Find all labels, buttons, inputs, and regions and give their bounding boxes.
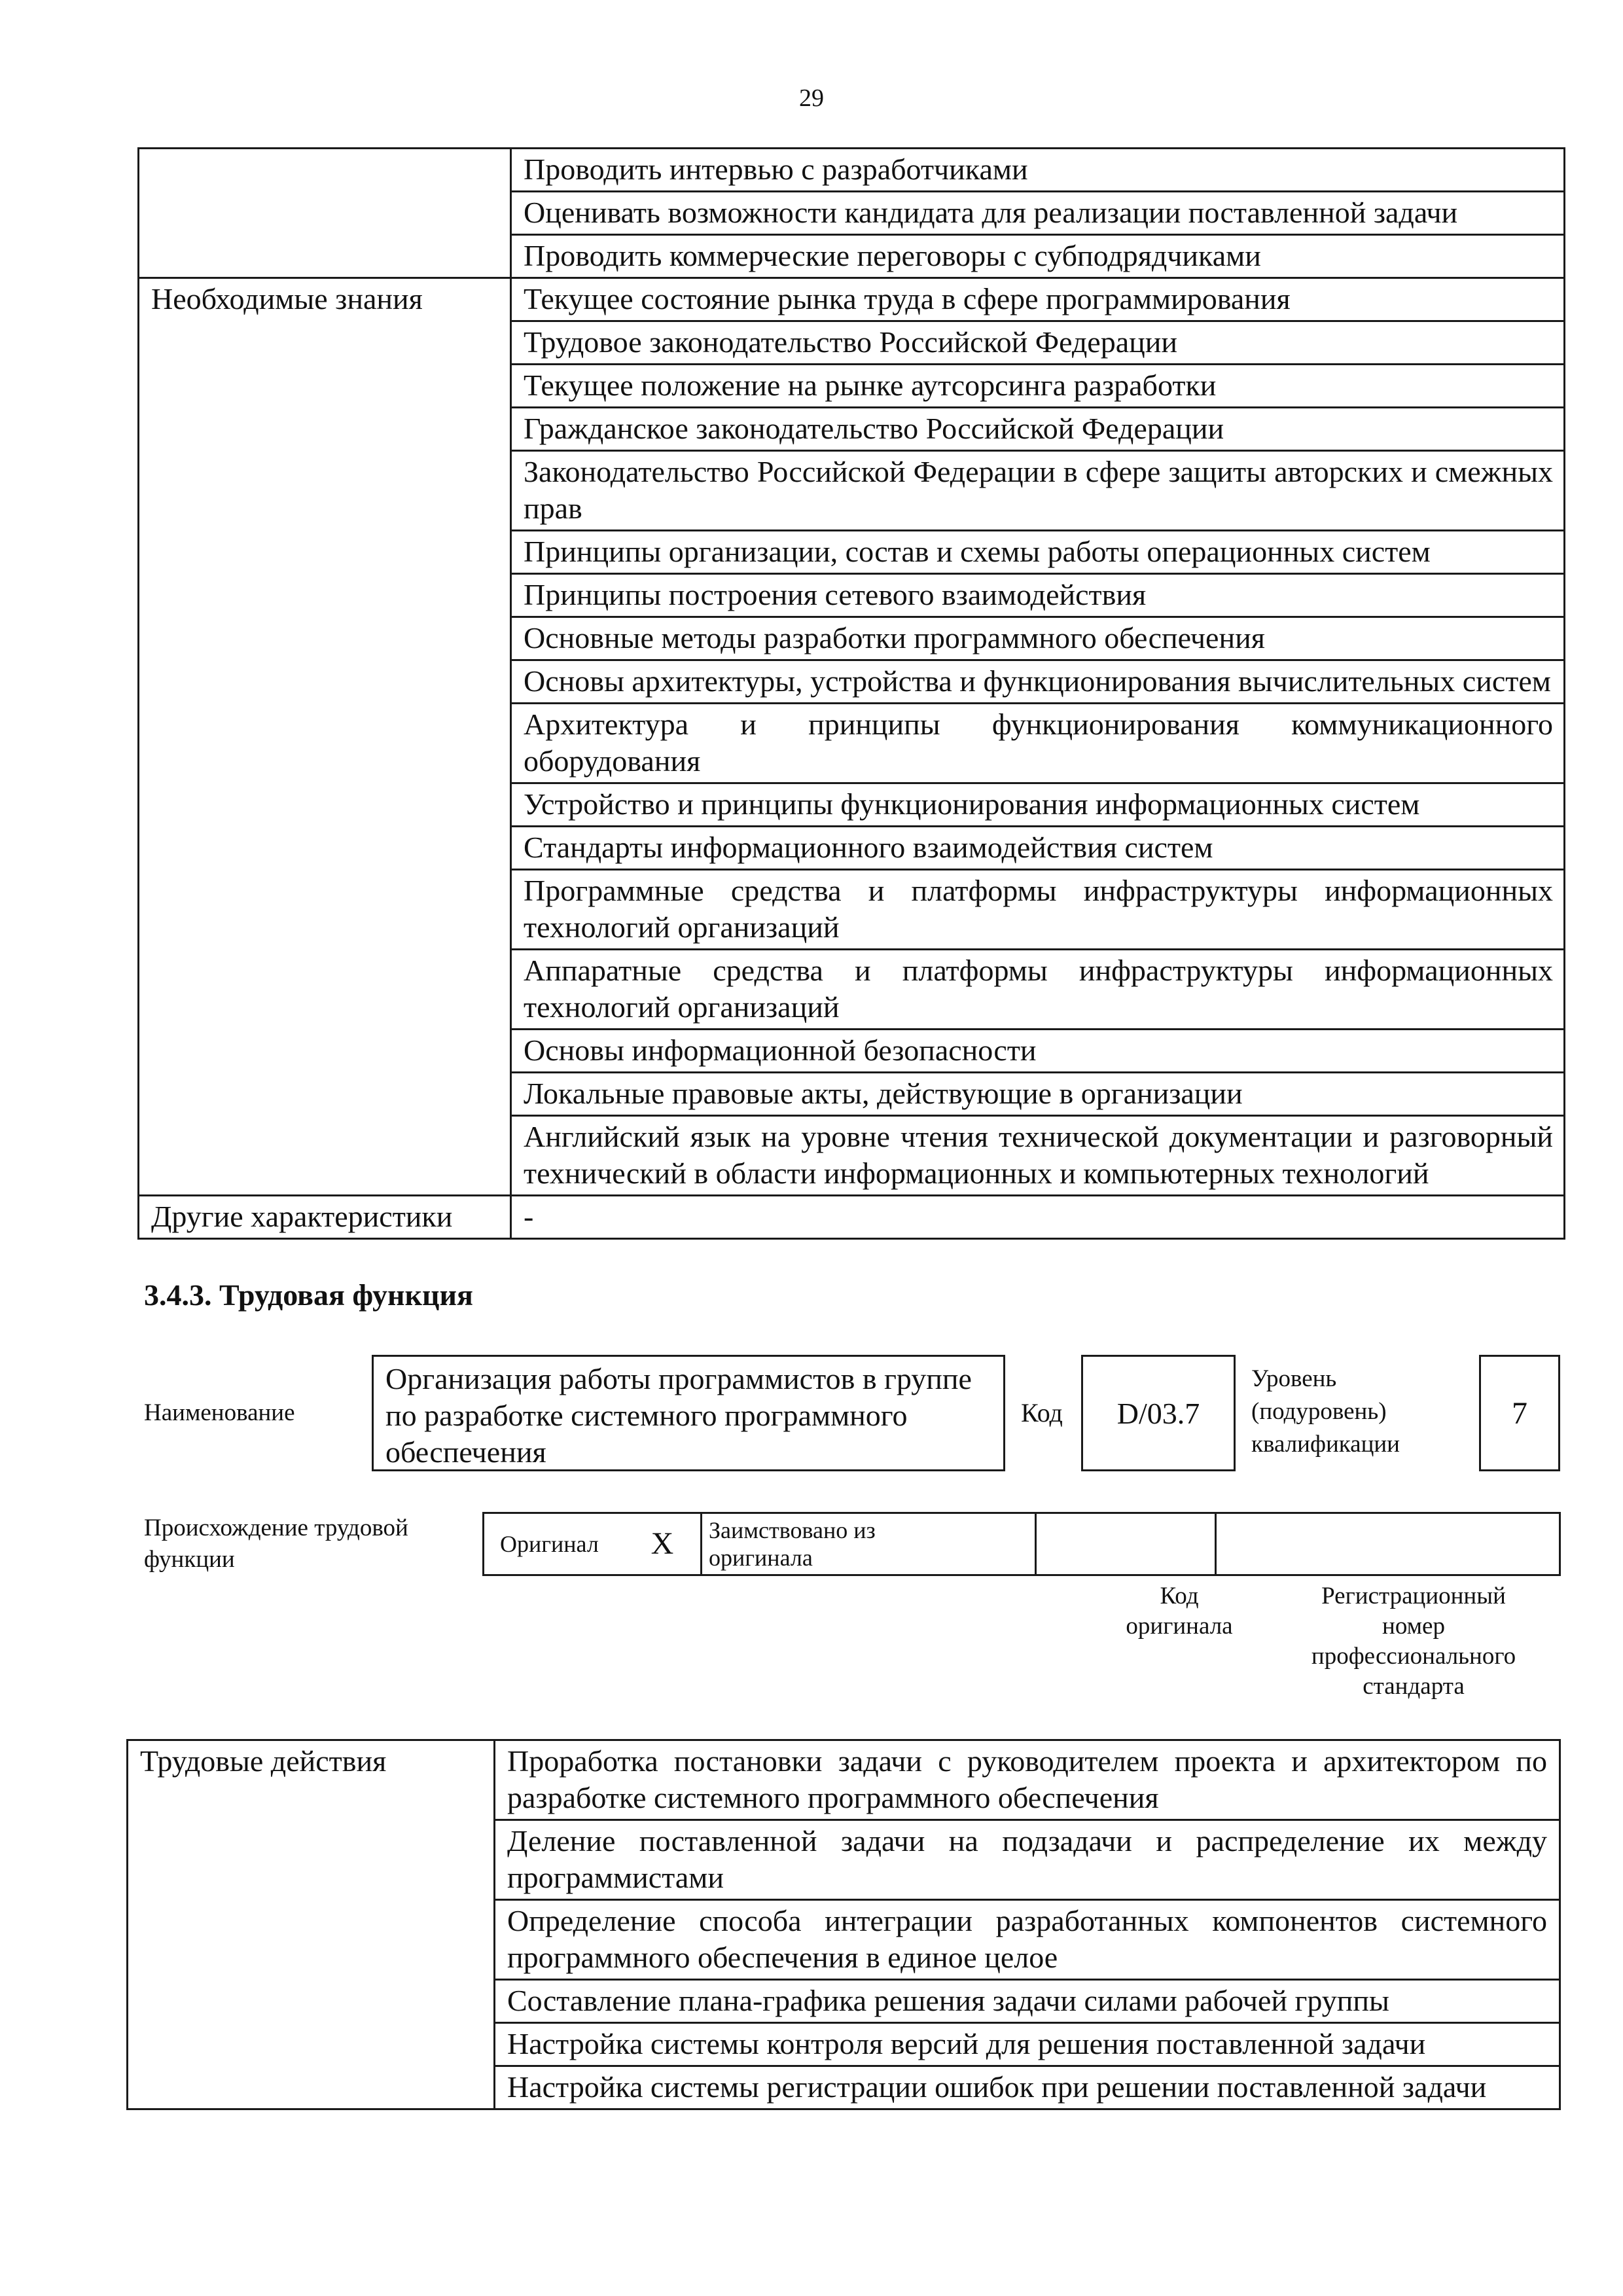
knowledge-cell: Принципы построения сетевого взаимодействия	[511, 574, 1565, 617]
level-label-2: (подуровень)	[1251, 1398, 1387, 1425]
action-cell: Настройка системы контроля версий для решения поставленной задачи	[495, 2023, 1560, 2066]
origin-label-2: функции	[144, 1546, 235, 1573]
knowledge-cell: Текущее состояние рынка труда в сфере программирования	[511, 278, 1565, 321]
reg-number-line-3: профессионального	[1311, 1643, 1516, 1670]
original-code-cell	[1036, 1513, 1216, 1575]
name-label: Наименование	[144, 1399, 295, 1426]
reg-number-line-2: номер	[1382, 1613, 1445, 1640]
other-value: -	[511, 1196, 1565, 1239]
table-row	[128, 1740, 1560, 1820]
level-label-3: квалификации	[1251, 1431, 1400, 1458]
code-original-line-2: оригинала	[1126, 1613, 1233, 1640]
function-code-box: D/03.7	[1081, 1355, 1236, 1471]
registration-number-cell	[1216, 1513, 1560, 1575]
level-value-box: 7	[1479, 1355, 1560, 1471]
action-cell: Составление плана-графика решения задачи силами рабочей группы	[495, 1980, 1560, 2023]
action-cell: Определение способа интеграции разработанных компонентов системного программного обеспечения в единое целое	[495, 1900, 1560, 1980]
empty-label-cell	[139, 149, 511, 278]
knowledge-cell: Устройство и принципы функционирования информационных систем	[511, 783, 1565, 827]
knowledge-cell: Программные средства и платформы инфраструктуры информационных технологий организаций	[511, 870, 1565, 950]
original-label: Оригинал	[484, 1513, 625, 1575]
knowledge-cell: Гражданское законодательство Российской Федерации	[511, 408, 1565, 451]
page-number: 29	[799, 84, 824, 112]
knowledge-cell: Основы информационной безопасности	[511, 1030, 1565, 1073]
reg-number-line-1: Регистрационный	[1321, 1583, 1506, 1609]
knowledge-cell: Архитектура и принципы функционирования коммуникационного оборудования	[511, 704, 1565, 783]
origin-label-1: Происхождение трудовой	[144, 1515, 408, 1541]
action-cell: Проработка постановки задачи с руководителем проекта и архитектором по разработке системного программного обеспечения	[495, 1740, 1560, 1820]
code-original-line-1: Код	[1160, 1583, 1199, 1609]
table-row	[484, 1513, 1560, 1575]
skill-cell: Проводить интервью с разработчиками	[511, 149, 1565, 192]
knowledge-cell: Основные методы разработки программного обеспечения	[511, 617, 1565, 660]
knowledge-cell: Английский язык на уровне чтения технической документации и разговорный технический в области информационных и компьютерных технологий	[511, 1116, 1565, 1196]
section-heading: 3.4.3. Трудовая функция	[144, 1278, 473, 1312]
action-cell: Деление поставленной задачи на подзадачи и распределение их между программистами	[495, 1820, 1560, 1900]
reg-number-caption	[1270, 1581, 1558, 1702]
origin-table	[482, 1512, 1561, 1576]
actions-label: Трудовые действия	[128, 1740, 495, 2109]
level-label-1: Уровень	[1251, 1365, 1337, 1392]
table-row	[139, 278, 1565, 321]
skill-cell: Оценивать возможности кандидата для реализации поставленной задачи	[511, 192, 1565, 235]
knowledge-cell: Основы архитектуры, устройства и функционирования вычислительных систем	[511, 660, 1565, 704]
code-label: Код	[1021, 1398, 1063, 1427]
knowledge-label: Необходимые знания	[139, 278, 511, 1196]
knowledge-cell: Стандарты информационного взаимодействия систем	[511, 827, 1565, 870]
knowledge-cell: Принципы организации, состав и схемы работы операционных систем	[511, 531, 1565, 574]
reg-number-line-4: стандарта	[1363, 1673, 1465, 1700]
action-cell: Настройка системы регистрации ошибок при решении поставленной задачи	[495, 2066, 1560, 2109]
code-original-caption	[1099, 1581, 1259, 1641]
knowledge-table	[137, 147, 1565, 1240]
table-row	[139, 1196, 1565, 1239]
knowledge-cell: Трудовое законодательство Российской Федерации	[511, 321, 1565, 365]
borrowed-label-line-2: оригинала	[709, 1545, 813, 1571]
knowledge-cell: Аппаратные средства и платформы инфраструктуры информационных технологий организаций	[511, 950, 1565, 1030]
knowledge-cell: Локальные правовые акты, действующие в организации	[511, 1073, 1565, 1116]
borrowed-label-line-1: Заимствовано из	[709, 1517, 876, 1543]
borrowed-label	[702, 1513, 1036, 1575]
skill-cell: Проводить коммерческие переговоры с субподрядчиками	[511, 235, 1565, 278]
table-row	[139, 149, 1565, 192]
knowledge-cell: Законодательство Российской Федерации в сфере защиты авторских и смежных прав	[511, 451, 1565, 531]
original-mark: X	[624, 1513, 702, 1575]
knowledge-cell: Текущее положение на рынке аутсорсинга разработки	[511, 365, 1565, 408]
function-name-box: Организация работы программистов в группе по разработке системного программного обеспечения	[372, 1355, 1005, 1471]
other-label: Другие характеристики	[139, 1196, 511, 1239]
actions-table	[126, 1739, 1561, 2110]
